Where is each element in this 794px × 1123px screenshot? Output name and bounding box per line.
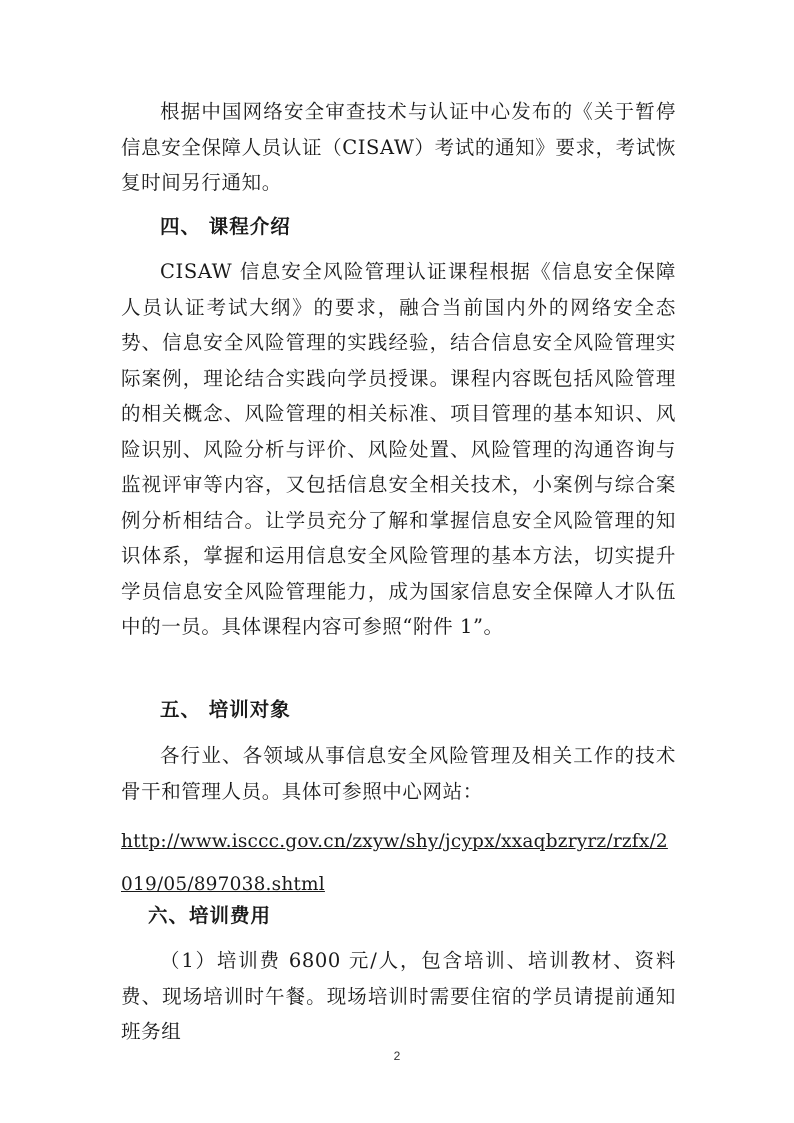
page-number: 2: [393, 1049, 401, 1063]
section-six-heading: 六、培训费用: [148, 904, 272, 927]
paragraph-fee: （1）培训费 6800 元/人，包含培训、培训教材、资料费、现场培训时午餐。现场培训时需要住宿的学员请提前通知班务组: [121, 949, 676, 1043]
section-five-heading: 五、 培训对象: [160, 698, 291, 721]
website-link[interactable]: http://www.isccc.gov.cn/zxyw/shy/jcypx/xxaqbzryrz/rzfx/2019/05/897038.shtml: [121, 831, 668, 895]
paragraph-exam-notice: 根据中国网络安全审查技术与认证中心发布的《关于暂停信息安全保障人员认证（CISAW）考试的通知》要求，考试恢复时间另行通知。: [121, 100, 676, 194]
section-four-heading: 四、 课程介绍: [160, 215, 291, 238]
paragraph-course-intro: CISAW 信息安全风险管理认证课程根据《信息安全保障人员认证考试大纲》的要求，融合当前国内外的网络安全态势、信息安全风险管理的实践经验，结合信息安全风险管理实际案例，理论结合实践向学员授课。课程内容既包括风险管理的相关概念、风险管理的相关标准、项目管理的基本知识、风险识别、风险分析与评价、风险处置、风险管理的沟通咨询与监视评审等内容，又包括信息安全相关技术，小案例与综合案例分析相结合。让学员充分了解和掌握信息安全风险管理的知识体系，掌握和运用信息安全风险管理的基本方法，切实提升学员信息安全风险管理能力，成为国家信息安全保障人才队伍中的一员。具体课程内容可参照“附件 1”。: [121, 260, 676, 638]
paragraph-audience: 各行业、各领域从事信息安全风险管理及相关工作的技术骨干和管理人员。具体可参照中心网站：: [121, 744, 676, 803]
